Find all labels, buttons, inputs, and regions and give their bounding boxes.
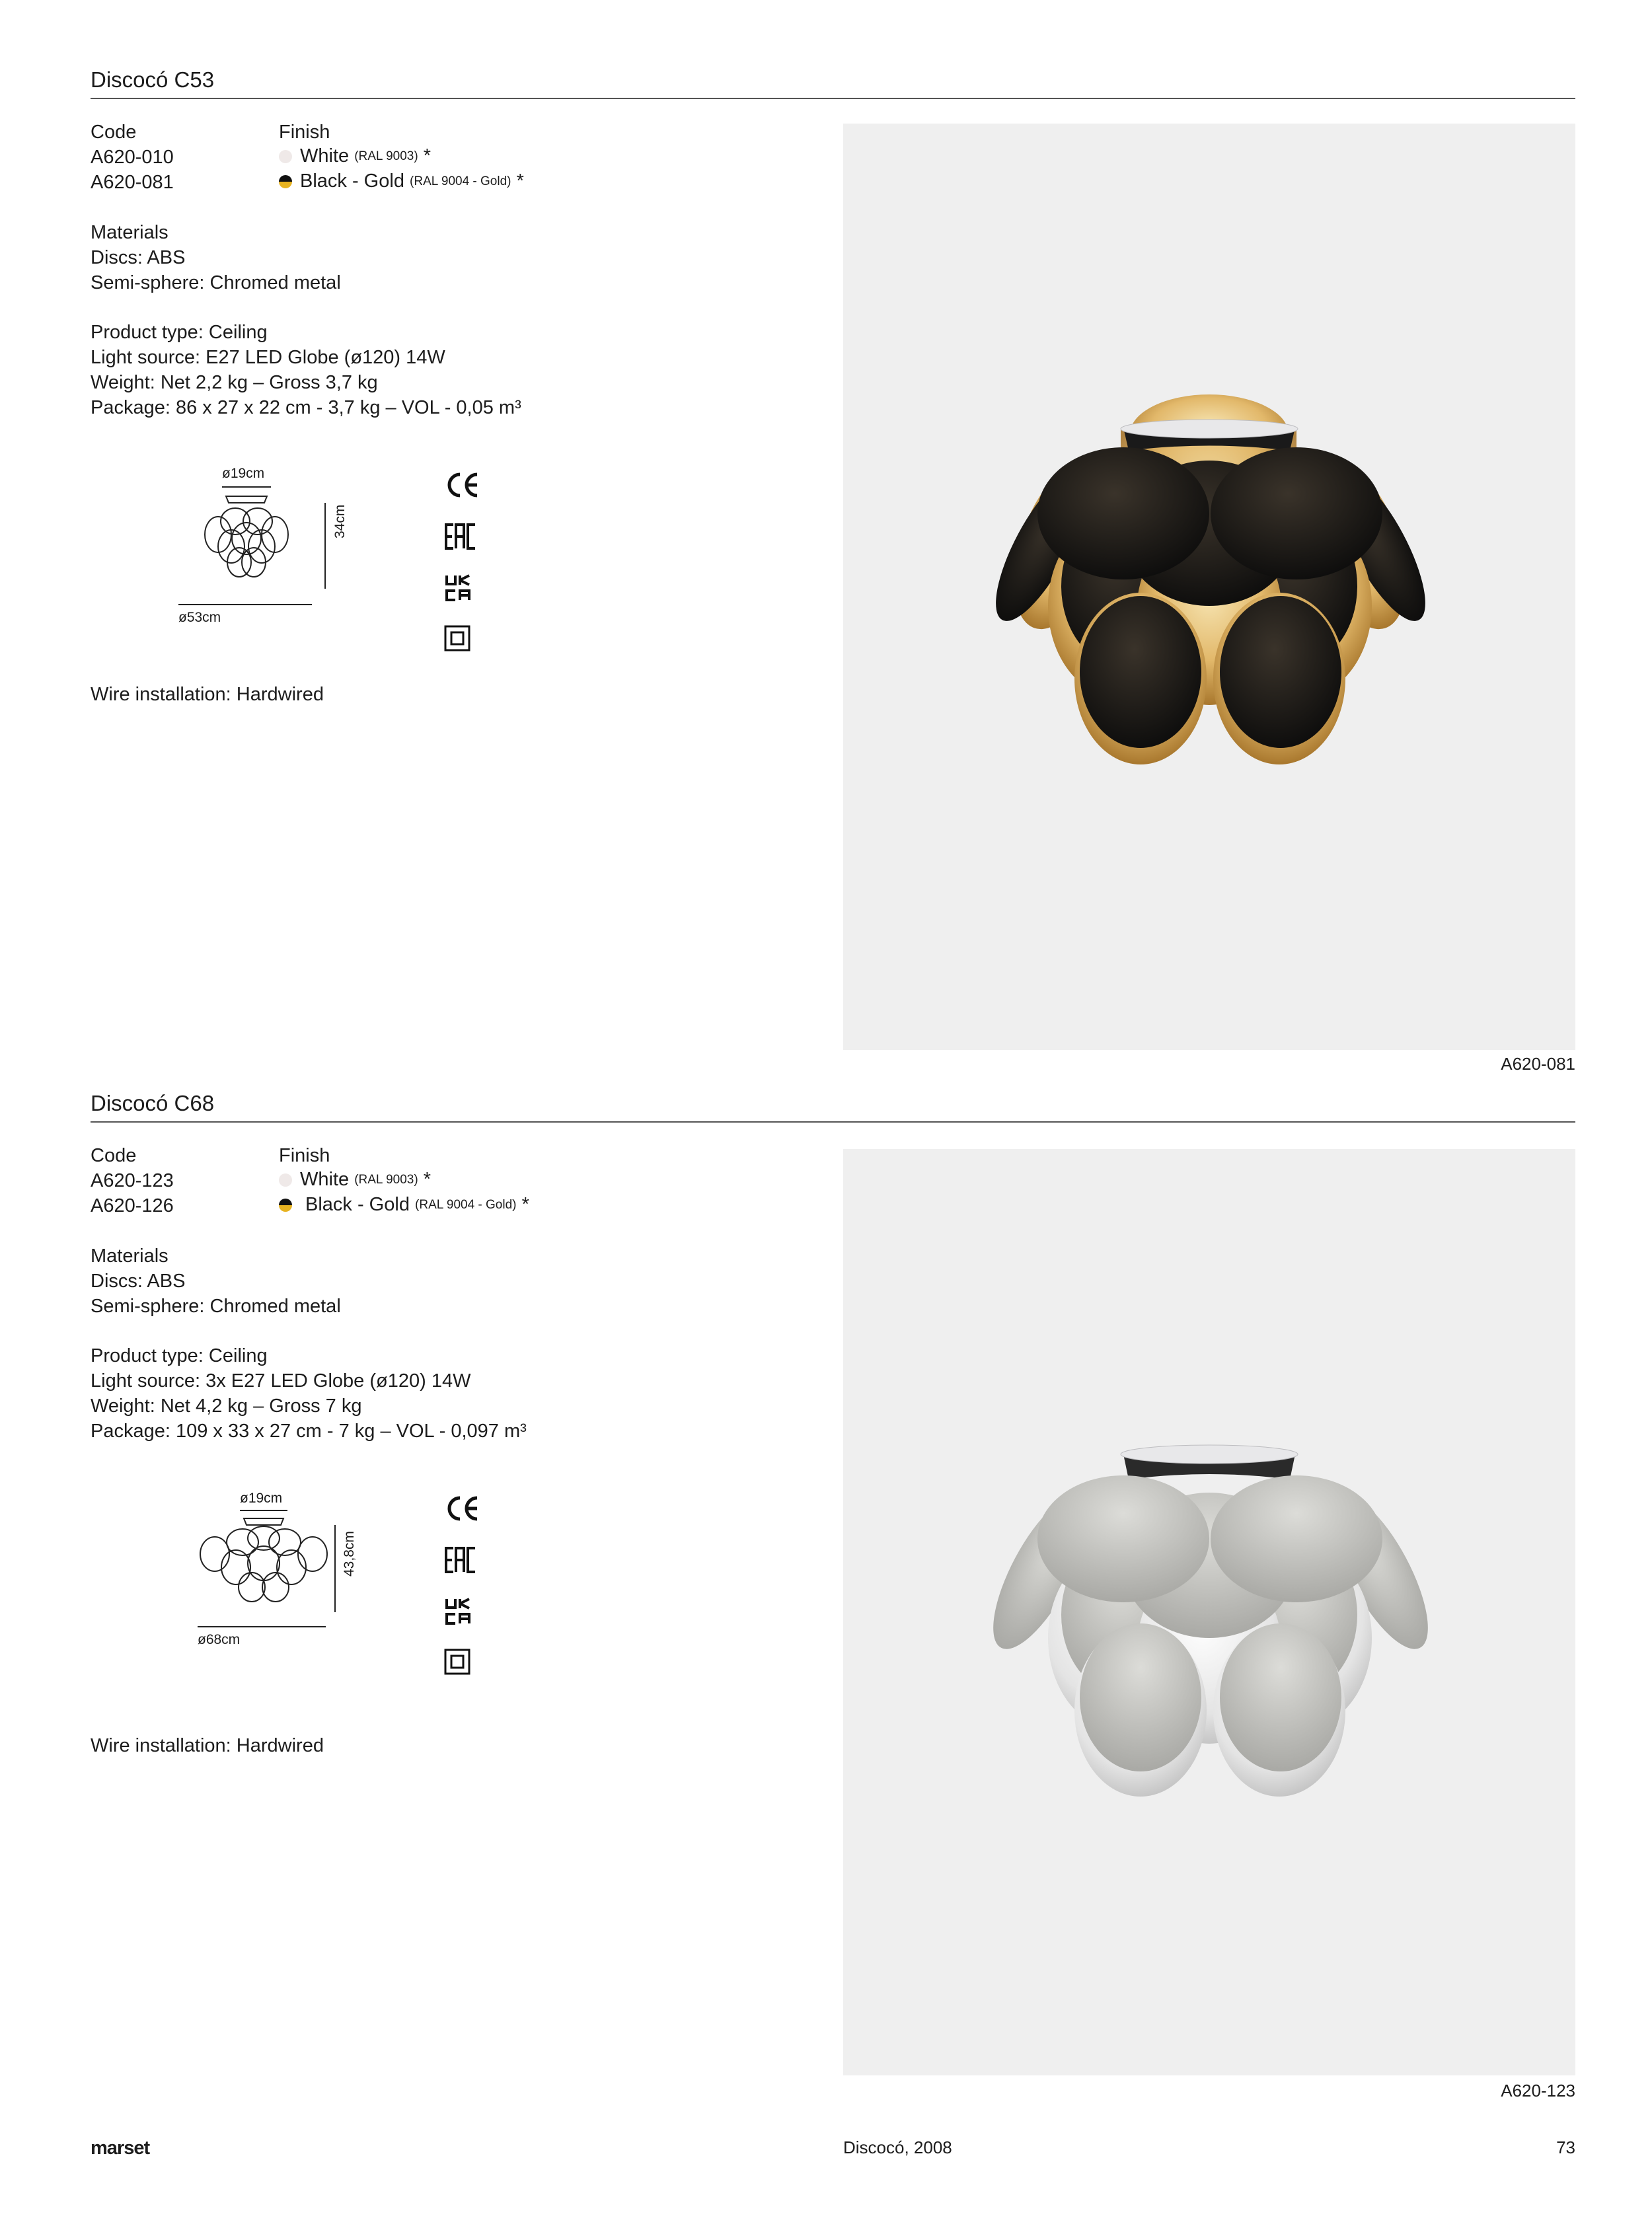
code-header: Code — [91, 1145, 137, 1166]
material-line: Semi-sphere: Chromed metal — [91, 1296, 341, 1317]
black-gold-swatch-icon — [279, 175, 292, 188]
page-number: 73 — [1556, 2137, 1575, 2157]
product-code: A620-081 — [91, 172, 174, 193]
ukca-mark-icon — [444, 574, 473, 606]
finish-name: White — [300, 145, 350, 167]
finish-header: Finish — [279, 1145, 330, 1166]
lamp-outline-icon — [172, 466, 344, 631]
black-gold-swatch-icon — [279, 1199, 292, 1212]
spec-line: Light source: 3x E27 LED Globe (ø120) 14W — [91, 1370, 471, 1392]
wire-installation: Wire installation: Hardwired — [91, 684, 324, 705]
white-swatch-icon — [279, 150, 292, 163]
top-diameter-label: ø19cm — [240, 1491, 283, 1506]
top-diameter-label: ø19cm — [222, 466, 265, 481]
materials-header: Materials — [91, 222, 169, 243]
product-photo — [843, 124, 1575, 1050]
finish-ral: (RAL 9003) — [354, 149, 418, 163]
eac-mark-icon — [444, 1545, 477, 1578]
dimension-drawing — [195, 1491, 367, 1656]
wire-installation: Wire installation: Hardwired — [91, 1735, 324, 1756]
class-ii-mark-icon — [444, 625, 470, 655]
product-photo — [843, 1149, 1575, 2075]
product-code: A620-126 — [91, 1195, 174, 1216]
finish-row — [279, 1194, 529, 1216]
finish-name: White — [300, 1169, 350, 1190]
finish-ral: (RAL 9003) — [354, 1172, 418, 1187]
brand-logo: marset — [91, 2137, 150, 2159]
white-swatch-icon — [279, 1173, 292, 1187]
width-diameter-label: ø68cm — [198, 1632, 241, 1647]
finish-mark: * — [423, 145, 432, 167]
spec-line: Product type: Ceiling — [91, 322, 268, 343]
height-label: 43,8cm — [342, 1531, 357, 1577]
material-line: Discs: ABS — [91, 1271, 186, 1292]
title-divider — [91, 1121, 1575, 1123]
finish-row — [279, 145, 431, 167]
white-lamp-icon — [843, 1149, 1575, 2075]
finish-row — [279, 170, 524, 192]
product-code: A620-010 — [91, 147, 174, 168]
height-label: 34cm — [332, 504, 348, 539]
material-line: Discs: ABS — [91, 247, 186, 268]
eac-mark-icon — [444, 522, 477, 554]
photo-caption: A620-123 — [1501, 2081, 1575, 2100]
spec-line: Weight: Net 4,2 kg – Gross 7 kg — [91, 1395, 362, 1417]
spec-line: Weight: Net 2,2 kg – Gross 3,7 kg — [91, 372, 378, 393]
ce-mark-icon — [444, 1494, 482, 1526]
title-divider — [91, 98, 1575, 99]
spec-line: Package: 86 x 27 x 22 cm - 3,7 kg – VOL - 0,05 m³ — [91, 397, 521, 418]
ce-mark-icon — [444, 470, 482, 503]
photo-caption: A620-081 — [1501, 1054, 1575, 1074]
dimension-drawing — [172, 466, 348, 631]
material-line: Semi-sphere: Chromed metal — [91, 272, 341, 293]
width-diameter-label: ø53cm — [178, 610, 221, 625]
finish-header: Finish — [279, 122, 330, 143]
black-gold-lamp-icon — [843, 124, 1575, 1050]
spec-line: Light source: E27 LED Globe (ø120) 14W — [91, 347, 445, 368]
materials-header: Materials — [91, 1245, 169, 1267]
ukca-mark-icon — [444, 1597, 473, 1629]
finish-ral: (RAL 9004 - Gold) — [410, 174, 511, 188]
class-ii-mark-icon — [444, 1649, 470, 1678]
footer-collection: Discocó, 2008 — [843, 2137, 952, 2157]
finish-name: Black - Gold — [305, 1194, 410, 1215]
finish-mark: * — [423, 1169, 432, 1190]
finish-row — [279, 1169, 431, 1191]
product-title: Discocó C68 — [91, 1091, 215, 1115]
spec-line: Package: 109 x 33 x 27 cm - 7 kg – VOL - 0,097 m³ — [91, 1421, 527, 1442]
product-code: A620-123 — [91, 1170, 174, 1191]
code-header: Code — [91, 122, 137, 143]
lamp-outline-icon — [195, 1491, 367, 1656]
finish-mark: * — [521, 1194, 529, 1215]
spec-line: Product type: Ceiling — [91, 1345, 268, 1366]
finish-mark: * — [516, 170, 524, 192]
finish-ral: (RAL 9004 - Gold) — [415, 1197, 517, 1212]
product-title: Discocó C53 — [91, 67, 215, 92]
finish-name: Black - Gold — [300, 170, 404, 192]
